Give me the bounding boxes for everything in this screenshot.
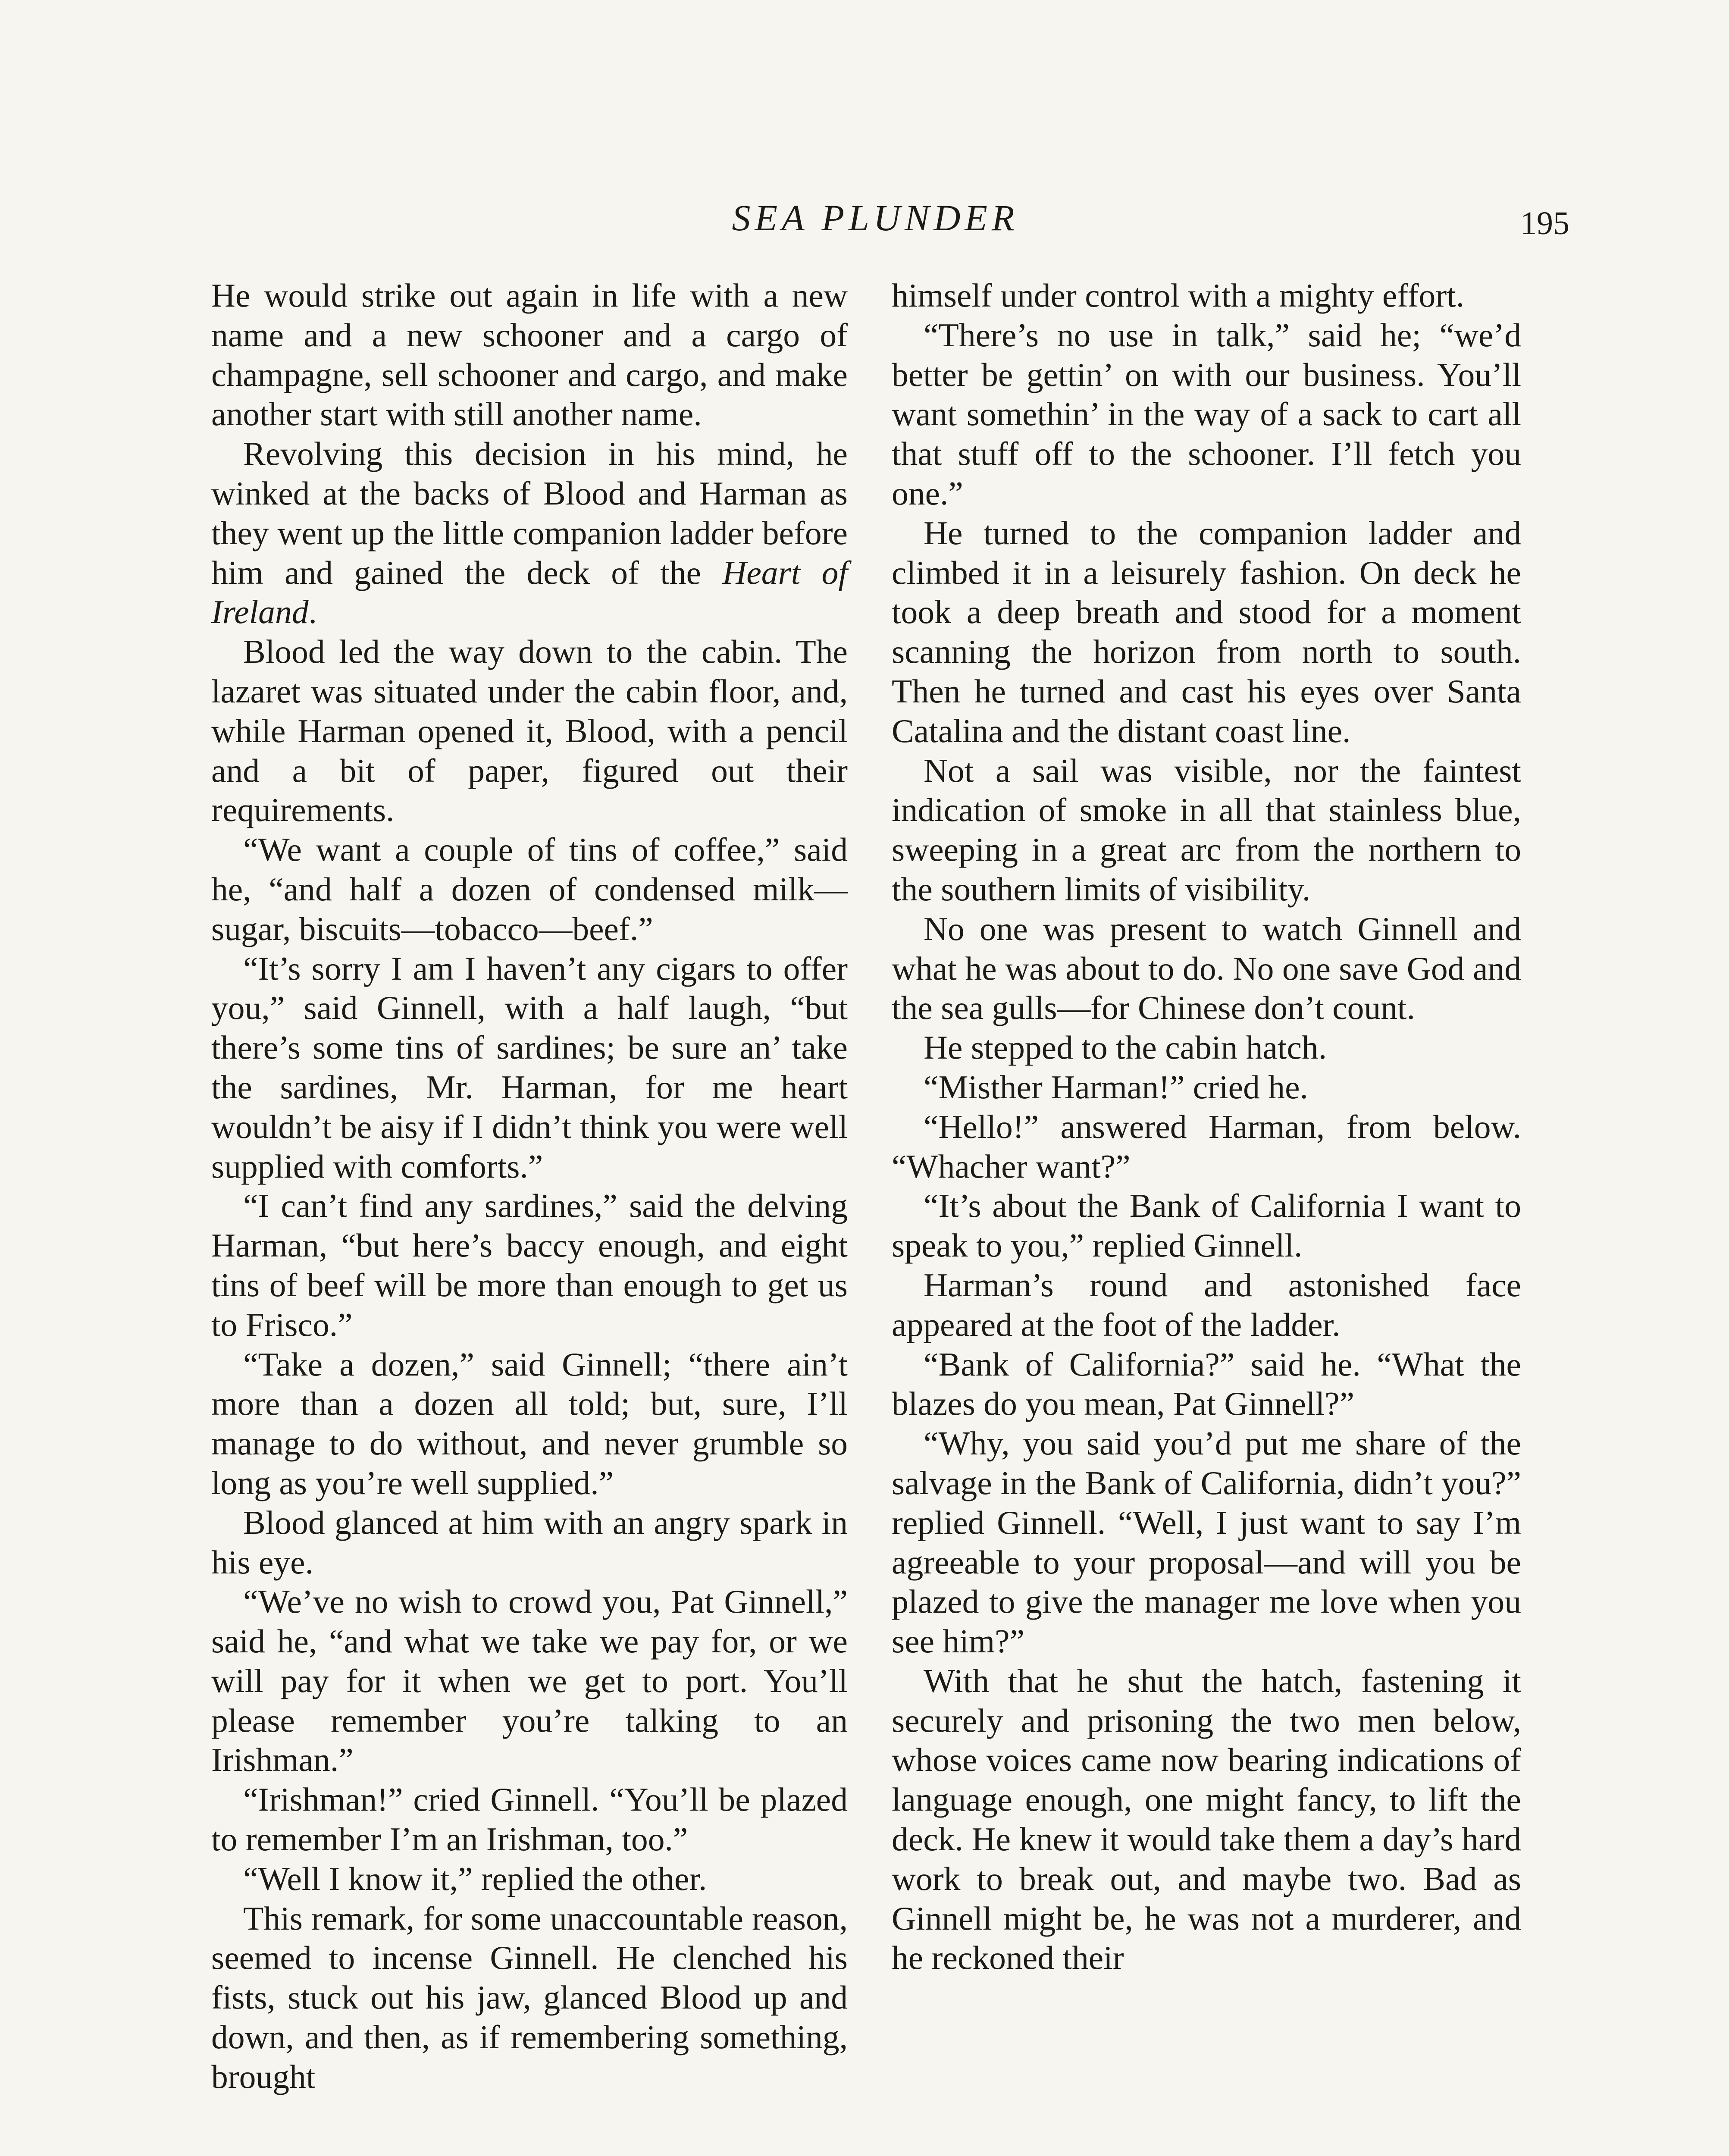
paragraph: He stepped to the cabin hatch.: [924, 1029, 1327, 1066]
paragraph: “Hello!” answered Harman, from below. “Whacher want?”: [892, 1108, 1521, 1185]
paragraph: Not a sail was visible, nor the faintest indication of smoke in all that stainless blue, sweeping in a great arc from the northern to the southern limits of visibility.: [892, 752, 1521, 908]
paragraph: “Irishman!” cried Ginnell. “You’ll be plazed to remember I’m an Irishman, too.”: [211, 1781, 848, 1858]
paragraph: “Why, you said you’d put me share of the salvage in the Bank of California, didn’t you?” replied Ginnell. “Well, I just want to say I’m agreeable to your proposal—and will you be plazed to give the manager me love when you see him?”: [892, 1425, 1521, 1660]
paragraph: Harman’s round and astonished face appeared at the foot of the ladder.: [892, 1266, 1521, 1343]
paragraph: “I can’t find any sardines,” said the delving Harman, “but here’s baccy enough, and eight tins of beef will be more than enough to get us to Frisco.”: [211, 1187, 848, 1343]
paragraph-text: Revolving this decision in his mind, he winked at the backs of Blood and Harman as they went up the little companion ladder before him and gained the deck of the: [211, 435, 848, 591]
paragraph: Blood led the way down to the cabin. The lazaret was situated under the cabin floor, and, while Harman opened it, Blood, with a pencil and a bit of paper, figured out their requirements.: [211, 633, 848, 829]
paragraph: With that he shut the hatch, fastening it securely and prisoning the two men below, whose voices came now bearing indications of language enough, one might fancy, to lift the deck. He knew it would take them a day’s hard work to break out, and maybe two. Bad as Ginnell might be, he was not a murderer, and he reckoned their: [892, 1662, 1521, 1977]
paragraph: He turned to the companion ladder and climbed it in a leisurely fashion. On deck he took a deep breath and stood for a moment scanning the horizon from north to south. Then he turned and cast his eyes over Santa Catalina and the distant coast line.: [892, 514, 1521, 749]
paragraph: “Take a dozen,” said Ginnell; “there ain’t more than a dozen all told; but, sure, I’ll manage to do without, and never grumble so long as you’re well supplied.”: [211, 1345, 848, 1501]
paragraph: He would strike out again in life with a new name and a new schooner and a cargo of champagne, sell schooner and cargo, and make another start with still another name.: [211, 277, 848, 433]
paragraph: “There’s no use in talk,” said he; “we’d better be gettin’ on with our business. You’ll want somethin’ in the way of a sack to cart all that stuff off to the schooner. I’ll fetch you one.”: [892, 316, 1521, 512]
text-column-right: [892, 276, 1521, 1978]
paragraph: No one was present to watch Ginnell and what he was about to do. No one save God and the sea gulls—for Chinese don’t count.: [892, 910, 1521, 1027]
paragraph: “We’ve no wish to crowd you, Pat Ginnell,” said he, “and what we take we pay for, or we will pay for it when we get to port. You’ll please remember you’re talking to an Irishman.”: [211, 1583, 848, 1779]
paragraph: himself under control with a mighty effort.: [892, 277, 1465, 314]
paragraph: “It’s about the Bank of California I want to speak to you,” replied Ginnell.: [892, 1187, 1521, 1264]
paragraph: “Misther Harman!” cried he.: [924, 1068, 1308, 1106]
paragraph-text: .: [308, 593, 317, 631]
text-column-left: [211, 276, 848, 2097]
running-title: SEA PLUNDER: [732, 197, 1019, 238]
paragraph: [211, 434, 848, 632]
paragraph: “Well I know it,” replied the other.: [243, 1860, 707, 1897]
ship-name: Heart of Ireland: [211, 554, 848, 631]
paragraph: “We want a couple of tins of coffee,” said he, “and half a dozen of condensed milk—sugar, biscuits—tobacco—beef.”: [211, 831, 848, 947]
paragraph: “Bank of California?” said he. “What the blazes do you mean, Pat Ginnell?”: [892, 1345, 1521, 1423]
paragraph: Blood glanced at him with an angry spark in his eye.: [211, 1504, 848, 1581]
page-number: 195: [1520, 205, 1569, 241]
paragraph: “It’s sorry I am I haven’t any cigars to offer you,” said Ginnell, with a half laugh, “but there’s some tins of sardines; be sure an’ take the sardines, Mr. Harman, for me heart wouldn’t be aisy if I didn’t think you were well supplied with comforts.”: [211, 950, 848, 1185]
paragraph: This remark, for some unaccountable reason, seemed to incense Ginnell. He clenched his fists, stuck out his jaw, glanced Blood up and down, and then, as if remembering something, brought: [211, 1899, 848, 2095]
